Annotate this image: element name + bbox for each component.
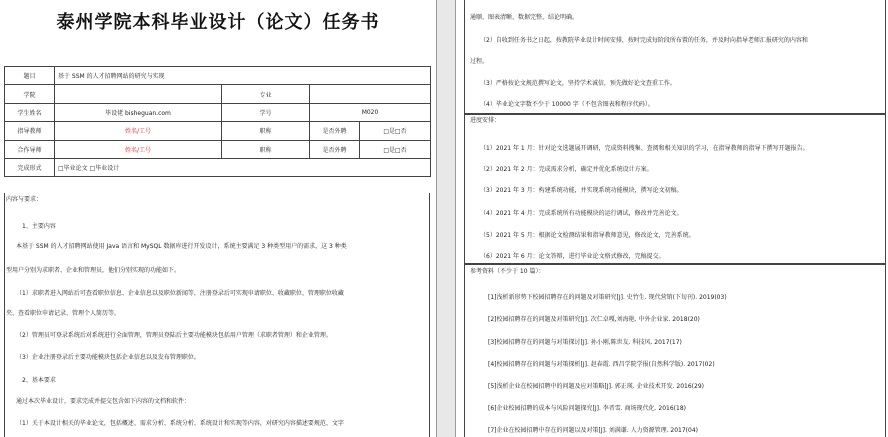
body-line: 过程。 bbox=[470, 58, 489, 65]
body-line: （1）关于本设计相关的毕业论文，包括概述、需求分析、系统分析、系统设计和实现等内容，对研究内容描述要规范、文字 bbox=[16, 420, 344, 427]
table-row bbox=[5, 122, 431, 140]
schedule-line: （4）2021 年 4 月：完成系统所有功能模块的运行调试，修改并完善论文。 bbox=[480, 210, 683, 217]
form-label: 完成形式 bbox=[5, 158, 55, 176]
table-row bbox=[5, 158, 431, 176]
major-label: 专业 bbox=[222, 85, 310, 103]
student-value: 毕设佬 bisheguan.com bbox=[55, 103, 222, 121]
student-id-label: 学号 bbox=[222, 103, 310, 121]
page-divider bbox=[436, 0, 437, 437]
student-id-value: M020 bbox=[310, 103, 431, 121]
college-value bbox=[55, 85, 222, 103]
body-line: （4）毕业论文字数不少于 10000 字（不包含图表和程序代码）。 bbox=[480, 101, 654, 108]
body-line: （1）求职者进入网站后可查看职位信息、企业信息以及职位新闻等，注册登录后可实现申请职位、收藏职位、管理职位收藏 bbox=[16, 290, 344, 297]
form-value[interactable]: □毕业论文 □毕业设计 bbox=[55, 158, 431, 176]
college-label: 学院 bbox=[5, 85, 55, 103]
advisor-external-label: 是否外聘 bbox=[310, 122, 360, 140]
body-line: 2、基本要求 bbox=[22, 377, 56, 384]
reference-item: [4]校园招聘存在的问题与对策探析[J]. 赵春霞. 西昌学院学报(自然科学版). 2017(02) bbox=[488, 361, 715, 368]
schedule-line: （2）2021 年 2 月：完成需求分析，确定并优化系统设计方案。 bbox=[480, 166, 653, 173]
advisor-label: 指导教师 bbox=[5, 122, 55, 140]
body-line: 夹、查看职位申请记录、管理个人简历等。 bbox=[6, 310, 121, 317]
topic-label: 题目 bbox=[5, 67, 55, 85]
table-row bbox=[5, 67, 431, 85]
page-gap bbox=[436, 0, 456, 437]
table-row bbox=[5, 103, 431, 121]
schedule-title: 进度安排： bbox=[470, 117, 501, 124]
coadvisor-value: 姓名/工号 bbox=[55, 140, 222, 158]
info-table bbox=[4, 66, 431, 177]
body-line: （3）企业注册登录后主要功能模块包括企业信息以及发布管理职位。 bbox=[16, 354, 200, 361]
schedule-line: （5）2021 年 5 月：根据论文检测结果和指导教师意见，修改论文，完善系统。 bbox=[480, 232, 695, 239]
major-value bbox=[310, 85, 431, 103]
topic-value: 基于 SSM 的人才招聘网站的研究与实现 bbox=[55, 67, 431, 85]
student-label: 学生姓名 bbox=[5, 103, 55, 121]
body-line: （2）自收到任务书之日起，按教院毕业设计时间安排，按时完成每阶段所布置的任务，并及时向指导老师汇报研究的内容和 bbox=[480, 37, 808, 44]
body-line: 本基于 SSM 的人才招聘网站使用 Java 语言和 MySQL 数据库进行开发设计，系统主要满足 3 种类型用户的需求，这 3 种类 bbox=[16, 243, 347, 250]
coadvisor-external-checkboxes[interactable]: □是□否 bbox=[360, 140, 431, 158]
document-title: 泰州学院本科毕业设计（论文）任务书 bbox=[56, 12, 380, 33]
coadvisor-title-label: 职称 bbox=[222, 140, 310, 158]
body-line: 通过本次毕业设计，要求完成并提交包含如下内容的文档和软件： bbox=[16, 398, 191, 405]
body-line: 1、主要内容 bbox=[22, 223, 56, 230]
table-row bbox=[5, 85, 431, 103]
document-page-left bbox=[0, 0, 436, 437]
body-line: 通顺、图表清晰、数据完整、结论明确。 bbox=[470, 14, 579, 21]
references-title: 参考资料（不少于 10 篇）： bbox=[470, 268, 545, 275]
body-line: （2）管理员可登录系统后对系统进行全面管理，管理员登陆后主要功能模块包括用户管理（求职者管理）和企业管理。 bbox=[16, 332, 332, 339]
body-line: 内容与要求： bbox=[6, 196, 43, 203]
reference-item: [5]浅析企业在校园招聘中的问题及应对策略[J]. 郭正瑛. 企业技术开发. 2016(29) bbox=[488, 383, 704, 390]
body-line: （3）严格按论文规范撰写论文，坚持学术诚信，预先做好论文查重工作。 bbox=[480, 80, 676, 87]
reference-item: [7]企业在校园招聘中存在的问题以及对策[J]. 刘满谦. 人力资源管理. 2017(04) bbox=[488, 427, 698, 434]
body-line: 型用户分别为求职者、企业和管理员，他们分别实现的功能如下。 bbox=[6, 267, 181, 274]
document-page-right bbox=[456, 0, 888, 437]
schedule-line: （1）2021 年 1 月：针对论文选题展开调研，完成资料搜集、查阅和相关知识的学习，在指导教师的指导下撰写开题报告。 bbox=[480, 145, 809, 152]
coadvisor-external-label: 是否外聘 bbox=[310, 140, 360, 158]
table-row bbox=[5, 140, 431, 158]
reference-item: [3]校园招聘存在的问题与对策探讨[J]. 孙小刚,陈世友. 科技风. 2017(17) bbox=[488, 339, 682, 346]
schedule-line: （6）2021 年 6 月：论文答辩，进行毕业论文格式修改，完稿提交。 bbox=[480, 253, 665, 260]
reference-item: [2]校园招聘存在的问题及对策研究[J]. 次仁卓嘎,刘海艳. 中外企业家. 2018(20) bbox=[488, 316, 700, 323]
advisor-title-label: 职称 bbox=[222, 122, 310, 140]
reference-item: [1]浅析新形势下校园招聘存在的问题及对策研究[J]. 史竹生. 现代营销(下旬刊). 2019(03) bbox=[488, 294, 727, 301]
coadvisor-label: 合作导师 bbox=[5, 140, 55, 158]
advisor-value: 姓名/工号 bbox=[55, 122, 222, 140]
schedule-line: （3）2021 年 3 月：构建系统功能，并实现系统功能模块，撰写论文初稿。 bbox=[480, 187, 683, 194]
reference-item: [6]企业校园招聘的成本与风险问题探究[J]. 李晋雪. 商场现代化. 2016(18) bbox=[488, 405, 686, 412]
advisor-external-checkboxes[interactable]: □是□否 bbox=[360, 122, 431, 140]
